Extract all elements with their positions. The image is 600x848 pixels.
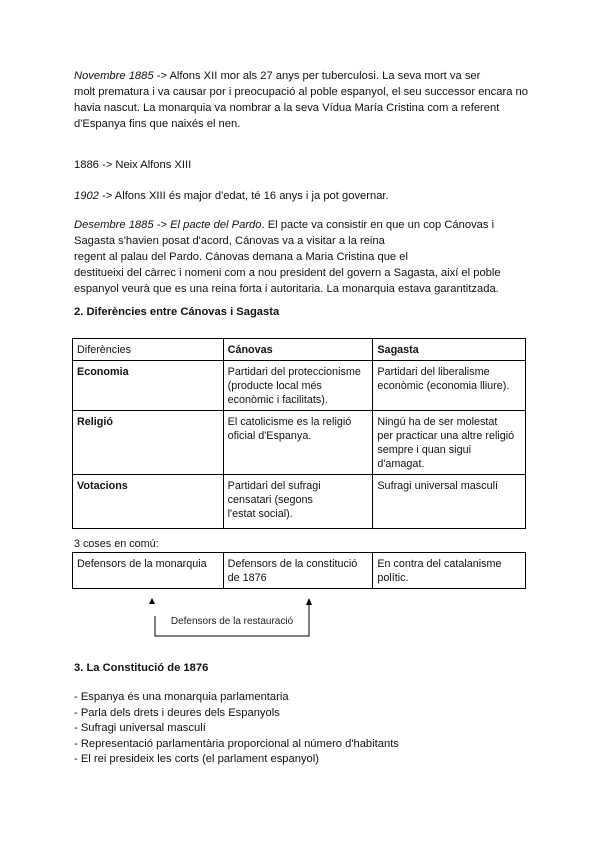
date-novembre-1885: Novembre 1885 (74, 70, 154, 82)
common-table (72, 552, 526, 589)
table-cell (223, 553, 373, 589)
cell-line: (producte local més (227, 380, 322, 392)
paragraph-1885-novembre (74, 68, 534, 132)
section-2-heading: 2. Diferències entre Cánovas i Sagasta (74, 306, 280, 318)
table-header-row (73, 339, 526, 361)
list-item: - Parla dels drets i deures dels Espanyols (74, 706, 280, 719)
paragraph-pacte-pardo (74, 217, 534, 297)
cell-line: oficial d'Espanya. (227, 430, 312, 442)
paragraph-text: molt prematura i va causar por i preocupació al poble espanyol, el seu successor encara no (74, 86, 528, 98)
table-cell (373, 553, 526, 589)
table-cell (73, 553, 224, 589)
restauracio-arrows (140, 592, 330, 642)
paragraph-1902 (74, 188, 534, 204)
paragraph-text: havia nascut. La monarquia va nombrar a la seva Vídua María Cristina com a referent (74, 102, 500, 114)
paragraph-1886 (74, 157, 534, 173)
table-cell (373, 475, 526, 529)
arrowhead-center-icon (306, 598, 312, 605)
table-row (73, 475, 526, 529)
cell-line: censatari (segons (227, 494, 313, 506)
table-row-label: Religió (73, 411, 224, 475)
common-label: 3 coses en comú: (74, 538, 159, 550)
paragraph-text: . El pacte va consistir en que un cop Cánovas i (261, 219, 495, 231)
table-cell (223, 411, 373, 475)
cell-line: per practicar una altre religió (377, 430, 515, 442)
section-3-heading: 3. La Constitució de 1876 (74, 662, 209, 674)
differences-table (72, 338, 526, 529)
restauracio-annotation: Defensors de la restauració (170, 616, 294, 627)
cell-line: econòmic i facilitats). (227, 394, 328, 406)
paragraph-text: regent al palau del Pardo. Cánovas demana a Maria Cristina que el (74, 251, 408, 263)
paragraph-text: -> Alfons XII mor als 27 anys per tuberculosi. La seva mort va ser (153, 70, 481, 82)
paragraph-text: -> Alfons XIII és major d'edat, té 16 anys i ja pot governar. (98, 190, 389, 202)
table-header-cell: Diferències (73, 339, 224, 361)
cell-line: polític. (377, 572, 409, 584)
table-row (73, 411, 526, 475)
cell-line: de 1876 (227, 572, 267, 584)
list-item: - Espanya és una monarquia parlamentaria (74, 691, 289, 703)
cell-line: Defensors de la monarquia (77, 558, 207, 570)
table-row (73, 553, 526, 589)
date-desembre-1885: Desembre 1885 -> El pacte del Pardo (74, 219, 262, 231)
cell-line: Defensors de la constitució (227, 558, 358, 570)
cell-line: Ningú ha de ser molestat (377, 416, 498, 428)
paragraph-text: 1886 -> Neix Alfons XIII (74, 159, 192, 171)
table-row-label: Economia (73, 361, 224, 411)
cell-line: Sufragi universal masculí (377, 480, 498, 492)
paragraph-text: d'Espanya fins que naixés el nen. (74, 118, 241, 130)
cell-line: Partidari del liberalisme (377, 366, 490, 378)
table-row-label: Votacions (73, 475, 224, 529)
cell-line: d'amagat. (377, 458, 425, 470)
date-1902: 1902 (74, 190, 99, 202)
table-header-cell: Cánovas (223, 339, 373, 361)
cell-line: Partidari del proteccionisme (227, 366, 361, 378)
table-cell (373, 411, 526, 475)
paragraph-text: Sagasta s'havien posat d'acord, Cánovas va a visitar a la reina (74, 235, 385, 247)
table-row (73, 361, 526, 411)
cell-line: En contra del catalanisme (377, 558, 502, 570)
table-cell (223, 475, 373, 529)
list-item: - Representació parlamentària proporcional al número d'habitants (74, 737, 399, 750)
table-header-cell: Sagasta (373, 339, 526, 361)
table-cell (373, 361, 526, 411)
cell-line: l'estat social). (227, 508, 293, 520)
table-cell (223, 361, 373, 411)
cell-line: Partidari del sufragi (227, 480, 321, 492)
paragraph-text: destitueixi del càrrec i nomeni com a nou president del govern a Sagasta, així el poble (74, 267, 501, 279)
cell-line: econòmic (economia lliure). (377, 380, 510, 392)
arrowhead-left-icon (149, 598, 155, 604)
constitution-list (74, 690, 399, 768)
cell-line: El catolicisme es la religió (227, 416, 352, 428)
list-item: - Sufragi universal masculí (74, 722, 206, 734)
list-item: - El rei presideix les corts (el parlament espanyol) (74, 753, 319, 765)
paragraph-text: espanyol veurà que es una reina forta i autoritaria. La monarquia estava garantitzada. (74, 283, 499, 295)
cell-line: sempre i quan sigui (377, 444, 471, 456)
